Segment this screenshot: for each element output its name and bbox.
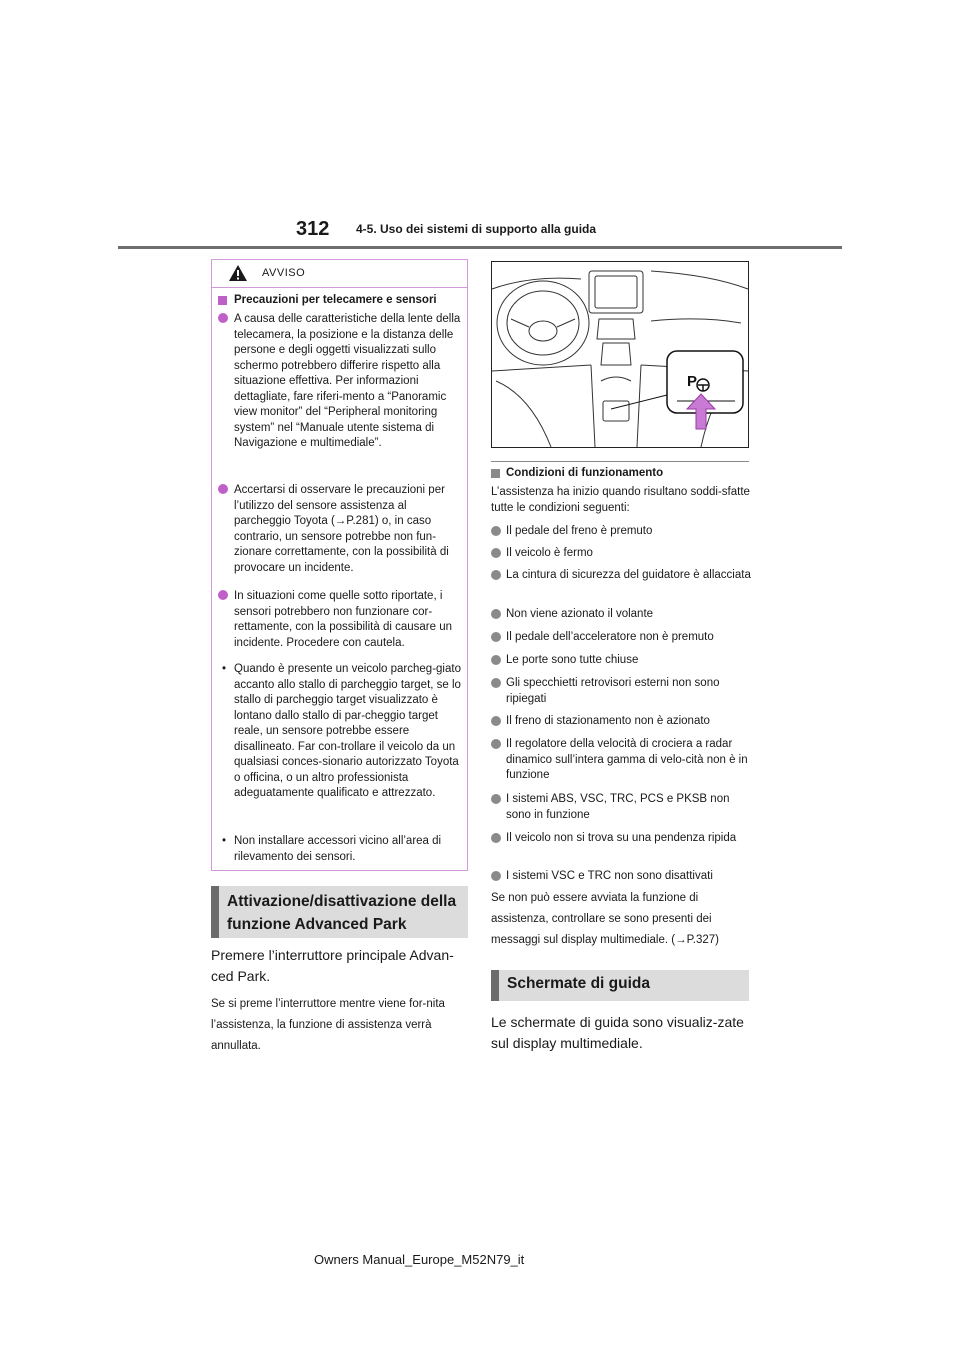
bullet-icon [491, 739, 501, 749]
header-rule [118, 246, 842, 249]
bullet-icon [491, 526, 501, 536]
guidance-text: Le schermate di guida sono visualiz-zate sul display multimediale. [491, 1014, 744, 1051]
bullet-icon [491, 548, 501, 558]
section-title: 4-5. Uso dei sistemi di supporto alla guida [356, 222, 597, 236]
activation-instruction: Premere l’interruttore principale Advan-ced Park. [211, 947, 454, 984]
warning-bullet-1: A causa delle caratteristiche della lente della telecamera, la posizione e la distanza delle persone e degli oggetti visualizzati sullo schermo potrebbero differire rispetto alla situazione effettiva. Per informazioni dettagliate, fare riferi-mento a “Panoramic view monitor” del “Peripheral monitoring system” nel “Manuale utente sistema di Navigazione e multimediale”. [218, 312, 464, 452]
park-switch-letter: P [687, 373, 698, 390]
bullet-icon [218, 484, 228, 494]
warning-dot-2: • Non installare accessori vicino all’area di rilevamento dei sensori. [222, 835, 442, 863]
conditions-note: Se non può essere avviata la funzione di assistenza, controllare se sono presenti dei messaggi sul display multimediale. (→P.327) [491, 892, 719, 946]
illustration-rule [491, 461, 749, 462]
conditions-intro: L’assistenza ha inizio quando risultano soddi-sfatte tutte le condizioni seguenti: [491, 486, 750, 514]
section-heading-guidance: Schermate di guida [491, 970, 749, 1001]
square-bullet-icon [491, 469, 500, 478]
bullet-icon [491, 609, 501, 619]
warning-header [212, 260, 467, 288]
condition-item: Il pedale dell’acceleratore non è premuto [491, 630, 753, 646]
square-bullet-icon [218, 296, 227, 305]
warning-bullet-2: Accertarsi di osservare le precauzioni per l’utilizzo del sensore assistenza al parcheggio Toyota (→P.281) o, in caso contrario, un sensore potrebbe non fun-zionare correttamente, con la possibilità di provocare un incidente. [218, 483, 464, 576]
bullet-icon [491, 716, 501, 726]
condition-item: I sistemi ABS, VSC, TRC, PCS e PKSB non sono in funzione [491, 792, 753, 823]
bullet-icon [491, 833, 501, 843]
condition-item: Il veicolo non si trova su una pendenza ripida [491, 831, 753, 847]
bullet-icon [491, 678, 501, 688]
warning-triangle-icon [228, 264, 248, 282]
warning-dot-1: • Quando è presente un veicolo parcheg-giato accanto allo stallo di parcheggio target, se lo stallo di parcheggio target visualizzato è lontano dallo stallo di par-cheggio target reale, un sensore potrebbe essere disallineato. Far con-trollare il veicolo da un qualsiasi conces-sionario autorizzato Toyota o officina, o un altro professionista adeguatamente qualificato e attrezzato. [222, 663, 461, 799]
conditions-heading: Condizioni di funzionamento [491, 466, 753, 482]
bullet-icon [218, 313, 228, 323]
condition-item: I sistemi VSC e TRC non sono disattivati [491, 869, 753, 885]
condition-item: Il veicolo è fermo [491, 546, 753, 562]
bullet-icon [491, 655, 501, 665]
section-heading-activation: Attivazione/disattivazione della funzione Advanced Park [211, 886, 468, 938]
footer-text: Owners Manual_Europe_M52N79_it [314, 1252, 525, 1267]
warning-heading: Precauzioni per telecamere e sensori [218, 293, 464, 309]
bullet-icon [491, 632, 501, 642]
activation-note: Se si preme l’interruttore mentre viene for-nita l’assistenza, la funzione di assistenza verrà annullata. [211, 998, 445, 1052]
warning-bullet-3: In situazioni come quelle sotto riportate, i sensori potrebbero non funzionare cor-rettamente, con la possibilità di causare un incidente. Procedere con cautela. [218, 589, 464, 651]
bullet-icon [491, 794, 501, 804]
condition-item: Non viene azionato il volante [491, 607, 753, 623]
condition-item: Il freno di stazionamento non è azionato [491, 714, 753, 730]
condition-item: Le porte sono tutte chiuse [491, 653, 753, 669]
bullet-icon [491, 871, 501, 881]
condition-item: Il pedale del freno è premuto [491, 524, 753, 540]
condition-item: Gli specchietti retrovisori esterni non sono ripiegati [491, 676, 753, 707]
page-number: 312 [296, 218, 330, 240]
condition-item: La cintura di sicurezza del guidatore è allacciata [491, 568, 753, 584]
cockpit-illustration [491, 261, 749, 448]
warning-box [211, 259, 468, 871]
bullet-icon [218, 590, 228, 600]
warning-label: AVVISO [262, 267, 306, 279]
bullet-icon [491, 570, 501, 580]
condition-item: Il regolatore della velocità di crociera a radar dinamico sull’intera gamma di velo-cità non è in funzione [491, 737, 753, 784]
